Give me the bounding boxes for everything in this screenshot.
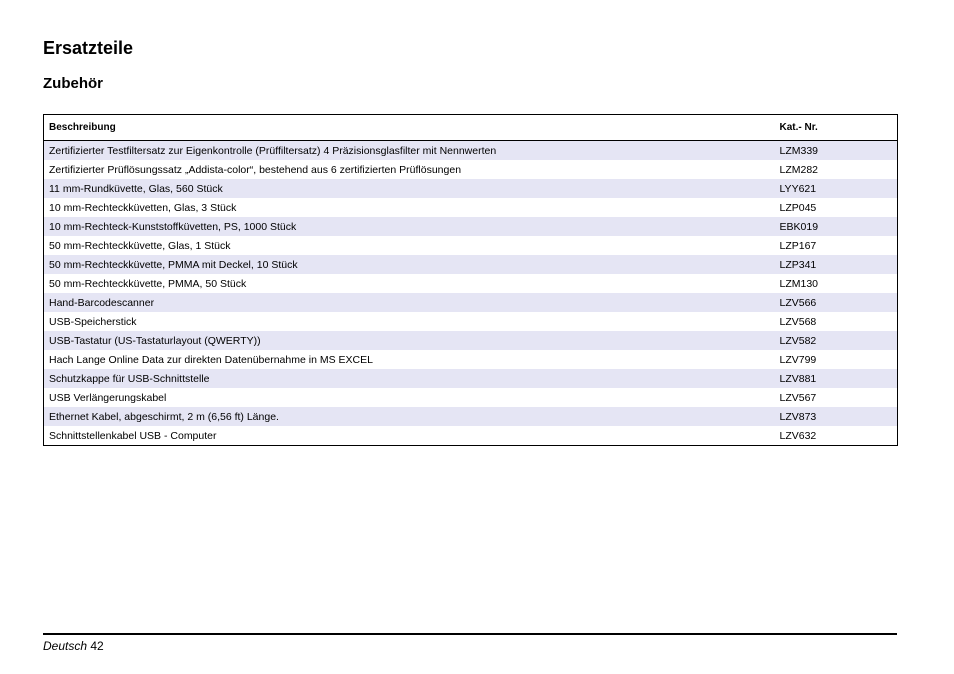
item-cat-no: LZV799 [779,353,817,366]
item-description: 11 mm-Rundküvette, Glas, 560 Stück [49,182,223,195]
table-row [44,236,898,255]
item-description: Ethernet Kabel, abgeschirmt, 2 m (6,56 ft) Länge. [49,410,279,423]
item-description: Schnittstellenkabel USB - Computer [49,429,217,442]
item-cat-no: LZM282 [779,163,819,176]
item-cat-no: LZV881 [779,372,817,385]
table-header-row [44,115,898,141]
item-description: Zertifizierter Testfiltersatz zur Eigenkontrolle (Prüffiltersatz) 4 Präzisionsglasfilter mit Nennwerten [49,144,497,157]
table-row [44,160,898,179]
item-description: USB-Speicherstick [49,315,137,328]
table-body [44,141,898,446]
item-cat-no: LZP045 [779,201,817,214]
item-cat-no: LZM339 [779,144,819,157]
item-description: 50 mm-Rechteckküvette, PMMA, 50 Stück [49,277,247,290]
item-description: 50 mm-Rechteckküvette, Glas, 1 Stück [49,239,231,252]
description-header: Beschreibung [44,115,776,141]
item-description: Zertifizierter Prüflösungssatz „Addista-color“, bestehend aus 6 zertifizierten Prüflösungen [49,163,462,176]
table-row [44,369,898,388]
item-cat-no: LZP167 [779,239,817,252]
item-cat-no: LZV632 [779,429,817,442]
item-description: 10 mm-Rechteckküvetten, Glas, 3 Stück [49,201,237,214]
item-cat-no: EBK019 [779,220,819,233]
item-description: Hach Lange Online Data zur direkten Datenübernahme in MS EXCEL [49,353,373,366]
item-cat-no: LZV567 [779,391,817,404]
item-cat-no: LZP341 [779,258,817,271]
page-number: 42 [90,639,104,653]
table-row [44,198,898,217]
item-cat-no: LYY621 [779,182,817,195]
table-row [44,426,898,446]
item-description: USB Verlängerungskabel [49,391,167,404]
footer-rule [43,633,897,635]
item-description: Hand-Barcodescanner [49,296,155,309]
section-title: Ersatzteile [43,38,134,58]
item-cat-no: LZV873 [779,410,817,423]
item-cat-no: LZV582 [779,334,817,347]
table-row [44,255,898,274]
table-row [44,217,898,236]
footer-language: Deutsch [43,639,88,653]
item-cat-no: LZM130 [779,277,819,290]
item-description: 50 mm-Rechteckküvette, PMMA mit Deckel, 10 Stück [49,258,298,271]
table-row [44,312,898,331]
table-row [44,141,898,161]
item-description: 10 mm-Rechteck-Kunststoffküvetten, PS, 1000 Stück [49,220,297,233]
item-cat-no: LZV568 [779,315,817,328]
item-description: USB-Tastatur (US-Tastaturlayout (QWERTY)) [49,334,261,347]
subsection-title: Zubehör [43,75,103,92]
item-description: Schutzkappe für USB-Schnittstelle [49,372,210,385]
table-row [44,350,898,369]
table-row [44,331,898,350]
item-cat-no: LZV566 [779,296,817,309]
table-row [44,274,898,293]
cat-no-header: Kat.- Nr. [776,115,898,141]
table-row [44,388,898,407]
table-row [44,407,898,426]
table-row [44,293,898,312]
accessories-table [43,114,898,446]
page-footer [43,639,104,653]
table-row [44,179,898,198]
